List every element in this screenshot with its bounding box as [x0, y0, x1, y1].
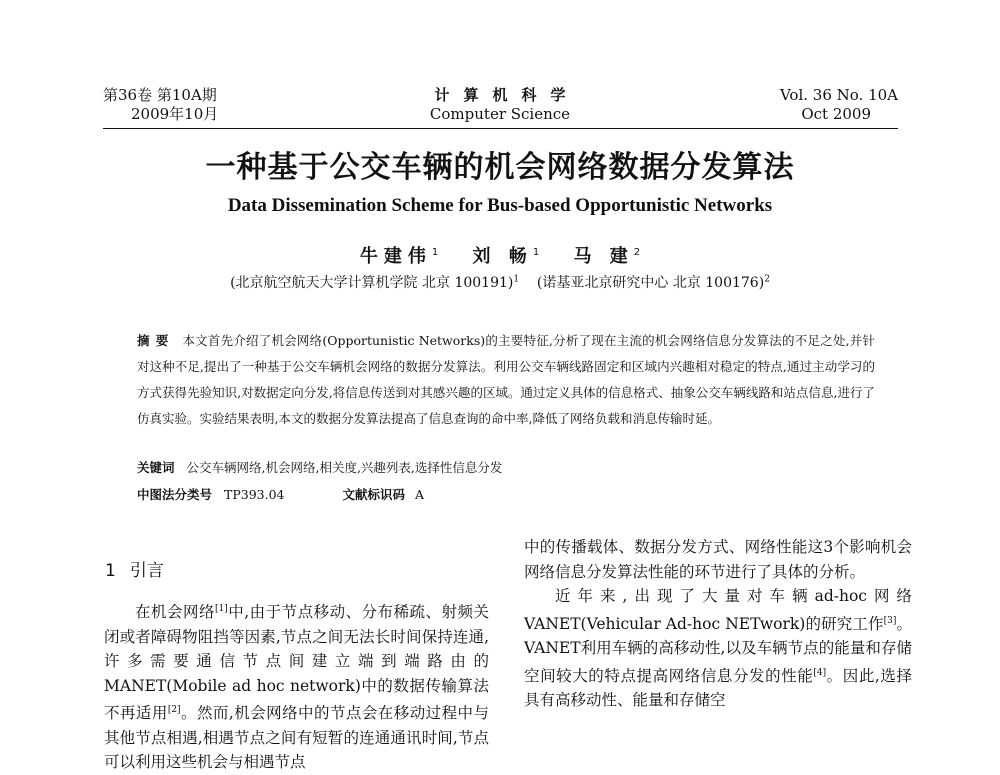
abstract-label: 摘要: [137, 333, 175, 348]
body-left-column: [104, 597, 489, 775]
author-list: [0, 242, 1000, 268]
paragraph: 近年来,出现了大量对车辆ad-hoc网络VANET(Vehicular Ad-hoc NETwork)的研究工作[3]。VANET利用车辆的高移动性,以及车辆节点的能量和存储空间较大的特点提高网络信息分发的性能[4]。因此,选择具有高移动性、能量和存储空: [524, 587, 912, 710]
affiliation-2: (诺基亚北京研究中心 北京 100176): [536, 275, 765, 291]
paragraph: 中的传播载体、数据分发方式、网络性能这3个影响机会网络信息分发算法性能的环节进行了具体的分析。: [524, 538, 912, 581]
keywords: [137, 458, 502, 476]
paragraph: 在机会网络[1]中,由于节点移动、分布稀疏、射频关闭或者障碍物阻挡等因素,节点之间无法长时间保持连通,许多需要通信节点间建立端到端路由的MANET(Mobile ad hoc network)中的数据传输算法不再适用[2]。然而,机会网络中的节点会在移动过程中与其他节点相遇,相遇节点之间有短暂的连通通讯时间,节点可以利用这些机会与相遇节点: [104, 603, 489, 772]
abstract-text: 本文首先介绍了机会网络(Opportunistic Networks)的主要特征,分析了现在主流的机会网络信息分发算法的不足之处,并针对这种不足,提出了一种基于公交车辆机会网络的数据分发算法。利用公交车辆线路固定和区域内兴趣相对稳定的特点,通过主动学习的方式获得先验知识,对数据定向分发,将信息传送到对其感兴趣的区域。通过定义具体的信息格式、抽象公交车辆线路和站点信息,进行了仿真实验。实验结果表明,本文的数据分发算法提高了信息查询的命中率,降低了网络负载和消息传输时延。: [137, 333, 875, 426]
affiliation-1: (北京航空航天大学计算机学院 北京 100191): [230, 275, 514, 291]
keywords-label: 关键词: [137, 460, 175, 475]
doc-code-label: 文献标识码: [342, 487, 406, 502]
affiliations: (北京航空航天大学计算机学院 北京 100191)$^1$ (诺基亚北京研究中心 北京 100176)$^2$: [230, 274, 770, 291]
section-heading: [105, 556, 164, 581]
journal-name-en: Computer Science: [429, 105, 571, 123]
volume-issue-en: Vol. 36 No. 10A: [779, 86, 898, 104]
journal-name-cn: 计算机科学: [434, 86, 580, 104]
issue-date-en: Oct 2009: [801, 105, 871, 123]
author: 牛建伟$^1$: [359, 246, 439, 267]
abstract: [137, 328, 875, 432]
keywords-text: 公交车辆网络,机会网络,相关度,兴趣列表,选择性信息分发: [186, 460, 503, 475]
classification: [137, 485, 424, 503]
volume-issue: 第36卷 第10A期: [103, 86, 217, 104]
paper-title-en: Data Dissemination Scheme for Bus-based Opportunistic Networks: [227, 195, 773, 216]
clc-label: 中图法分类号: [137, 487, 213, 502]
section-title: 引言: [129, 561, 164, 581]
journal-volume-info-en: [780, 86, 898, 124]
issue-date-cn: 2009年10月: [131, 105, 219, 123]
author: 刘 畅$^1$: [472, 246, 540, 267]
header-rule: [103, 128, 898, 129]
author: 马 建$^2$: [573, 246, 641, 267]
paper-title-cn: 一种基于公交车辆的机会网络数据分发算法: [205, 150, 795, 185]
doc-code-value: A: [415, 487, 425, 502]
body-right-column: [524, 535, 912, 713]
clc-value: TP393.04: [224, 487, 285, 502]
section-number: 1: [105, 561, 116, 581]
